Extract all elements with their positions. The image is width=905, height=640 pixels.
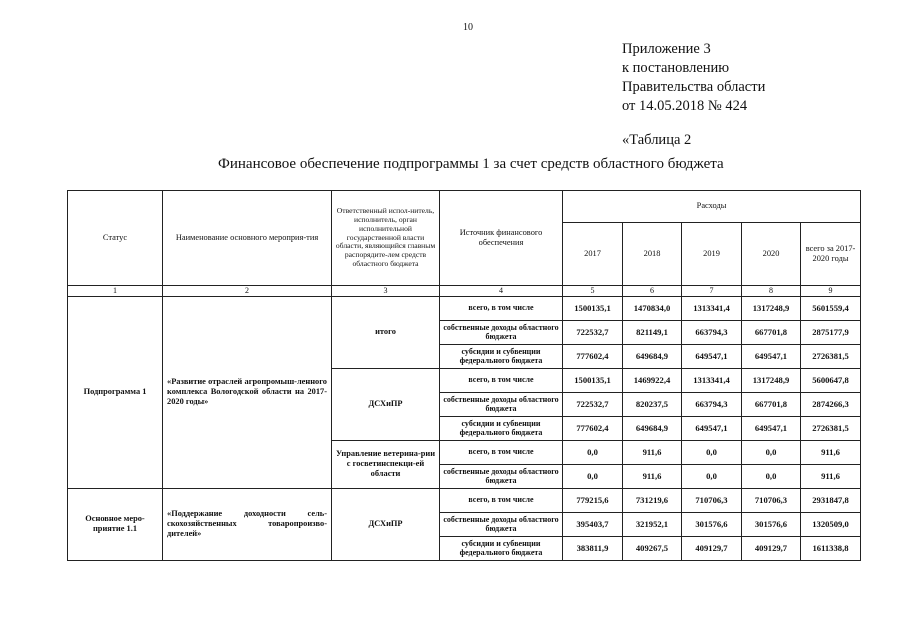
value-cell: 321952,1 (623, 512, 682, 536)
value-cell: 779215,6 (563, 488, 623, 512)
value-cell: 1320509,0 (801, 512, 861, 536)
value-cell: 0,0 (682, 440, 742, 464)
appendix-line: Приложение 3 (622, 41, 711, 57)
value-cell: 731219,6 (623, 488, 682, 512)
value-cell: 0,0 (682, 464, 742, 488)
value-cell: 5600647,8 (801, 368, 861, 392)
source-cell: всего, в том числе (440, 488, 563, 512)
value-cell: 649684,9 (623, 416, 682, 440)
source-cell: собственные доходы областного бюджета (440, 464, 563, 488)
header-year-2017: 2017 (563, 223, 623, 286)
source-cell: собственные доходы областного бюджета (440, 392, 563, 416)
value-cell: 301576,6 (682, 512, 742, 536)
value-cell: 710706,3 (742, 488, 801, 512)
table-row (68, 296, 861, 320)
source-cell: субсидии и субвенции федерального бюджета (440, 536, 563, 560)
value-cell: 1500135,1 (563, 368, 623, 392)
column-index-cell: 1 (68, 286, 163, 297)
activity-cell: «Развитие отраслей агропромыш-ленного комплекса Вологодской области на 2017-2020 годы» (163, 296, 332, 488)
value-cell: 0,0 (563, 440, 623, 464)
value-cell: 1317248,9 (742, 368, 801, 392)
column-index-cell: 5 (563, 286, 623, 297)
value-cell: 820237,5 (623, 392, 682, 416)
value-cell: 911,6 (801, 464, 861, 488)
status-cell: Подпрограмма 1 (68, 296, 163, 488)
status-cell: Основное меро-приятие 1.1 (68, 488, 163, 560)
value-cell: 710706,3 (682, 488, 742, 512)
column-index-cell: 6 (623, 286, 682, 297)
appendix-line: от 14.05.2018 № 424 (622, 98, 748, 114)
column-index-cell: 8 (742, 286, 801, 297)
value-cell: 2726381,5 (801, 416, 861, 440)
header-executor: Ответственный испол-нитель, исполнитель, орган исполнительной государственной власти области, являющийся главным распорядите-лем средств областного бюджета (332, 191, 440, 286)
value-cell: 1313341,4 (682, 368, 742, 392)
value-cell: 2726381,5 (801, 344, 861, 368)
value-cell: 409129,7 (682, 536, 742, 560)
source-cell: всего, в том числе (440, 368, 563, 392)
header-year-2018: 2018 (623, 223, 682, 286)
executor-cell: Управление ветерина-рии с госветинспекци-ей области (332, 440, 440, 488)
value-cell: 0,0 (563, 464, 623, 488)
header-source: Источник финансового обеспечения (440, 191, 563, 286)
value-cell: 2931847,8 (801, 488, 861, 512)
source-cell: всего, в том числе (440, 440, 563, 464)
header-total: всего за 2017-2020 годы (801, 223, 861, 286)
value-cell: 911,6 (623, 464, 682, 488)
value-cell: 1470834,0 (623, 296, 682, 320)
finance-table (67, 190, 861, 561)
value-cell: 5601559,4 (801, 296, 861, 320)
value-cell: 409129,7 (742, 536, 801, 560)
value-cell: 649684,9 (623, 344, 682, 368)
appendix-line: Правительства области (622, 79, 766, 95)
source-cell: субсидии и субвенции федерального бюджета (440, 344, 563, 368)
table-row (68, 488, 861, 512)
value-cell: 301576,6 (742, 512, 801, 536)
source-cell: субсидии и субвенции федерального бюджета (440, 416, 563, 440)
value-cell: 1313341,4 (682, 296, 742, 320)
value-cell: 0,0 (742, 440, 801, 464)
value-cell: 649547,1 (742, 416, 801, 440)
page-number: 10 (463, 22, 473, 33)
value-cell: 409267,5 (623, 536, 682, 560)
value-cell: 649547,1 (682, 416, 742, 440)
value-cell: 667701,8 (742, 320, 801, 344)
value-cell: 649547,1 (682, 344, 742, 368)
header-status: Статус (68, 191, 163, 286)
value-cell: 663794,3 (682, 392, 742, 416)
source-cell: всего, в том числе (440, 296, 563, 320)
column-index-cell: 4 (440, 286, 563, 297)
source-cell: собственные доходы областного бюджета (440, 320, 563, 344)
value-cell: 2875177,9 (801, 320, 861, 344)
executor-cell: ДСХиПР (332, 368, 440, 440)
value-cell: 1611338,8 (801, 536, 861, 560)
appendix-line: к постановлению (622, 60, 730, 76)
value-cell: 821149,1 (623, 320, 682, 344)
header-year-2020: 2020 (742, 223, 801, 286)
header-activity: Наименование основного мероприя-тия (163, 191, 332, 286)
value-cell: 2874266,3 (801, 392, 861, 416)
value-cell: 777602,4 (563, 344, 623, 368)
value-cell: 1500135,1 (563, 296, 623, 320)
value-cell: 911,6 (623, 440, 682, 464)
column-index-cell: 9 (801, 286, 861, 297)
value-cell: 0,0 (742, 464, 801, 488)
column-index-cell: 7 (682, 286, 742, 297)
value-cell: 383811,9 (563, 536, 623, 560)
value-cell: 722532,7 (563, 320, 623, 344)
value-cell: 722532,7 (563, 392, 623, 416)
column-index-cell: 3 (332, 286, 440, 297)
column-index-cell: 2 (163, 286, 332, 297)
source-cell: собственные доходы областного бюджета (440, 512, 563, 536)
value-cell: 663794,3 (682, 320, 742, 344)
header-expenses: Расходы (563, 191, 861, 223)
value-cell: 911,6 (801, 440, 861, 464)
value-cell: 395403,7 (563, 512, 623, 536)
executor-cell: ДСХиПР (332, 488, 440, 560)
executor-cell: итого (332, 296, 440, 368)
document-title: Финансовое обеспечение подпрограммы 1 за счет средств областного бюджета (218, 156, 724, 172)
value-cell: 667701,8 (742, 392, 801, 416)
value-cell: 1469922,4 (623, 368, 682, 392)
value-cell: 1317248,9 (742, 296, 801, 320)
header-year-2019: 2019 (682, 223, 742, 286)
activity-cell: «Поддержание доходности сель-скохозяйственных товаропроизво-дителей» (163, 488, 332, 560)
value-cell: 649547,1 (742, 344, 801, 368)
appendix-block (622, 40, 765, 116)
value-cell: 777602,4 (563, 416, 623, 440)
table-label: «Таблица 2 (622, 132, 692, 148)
